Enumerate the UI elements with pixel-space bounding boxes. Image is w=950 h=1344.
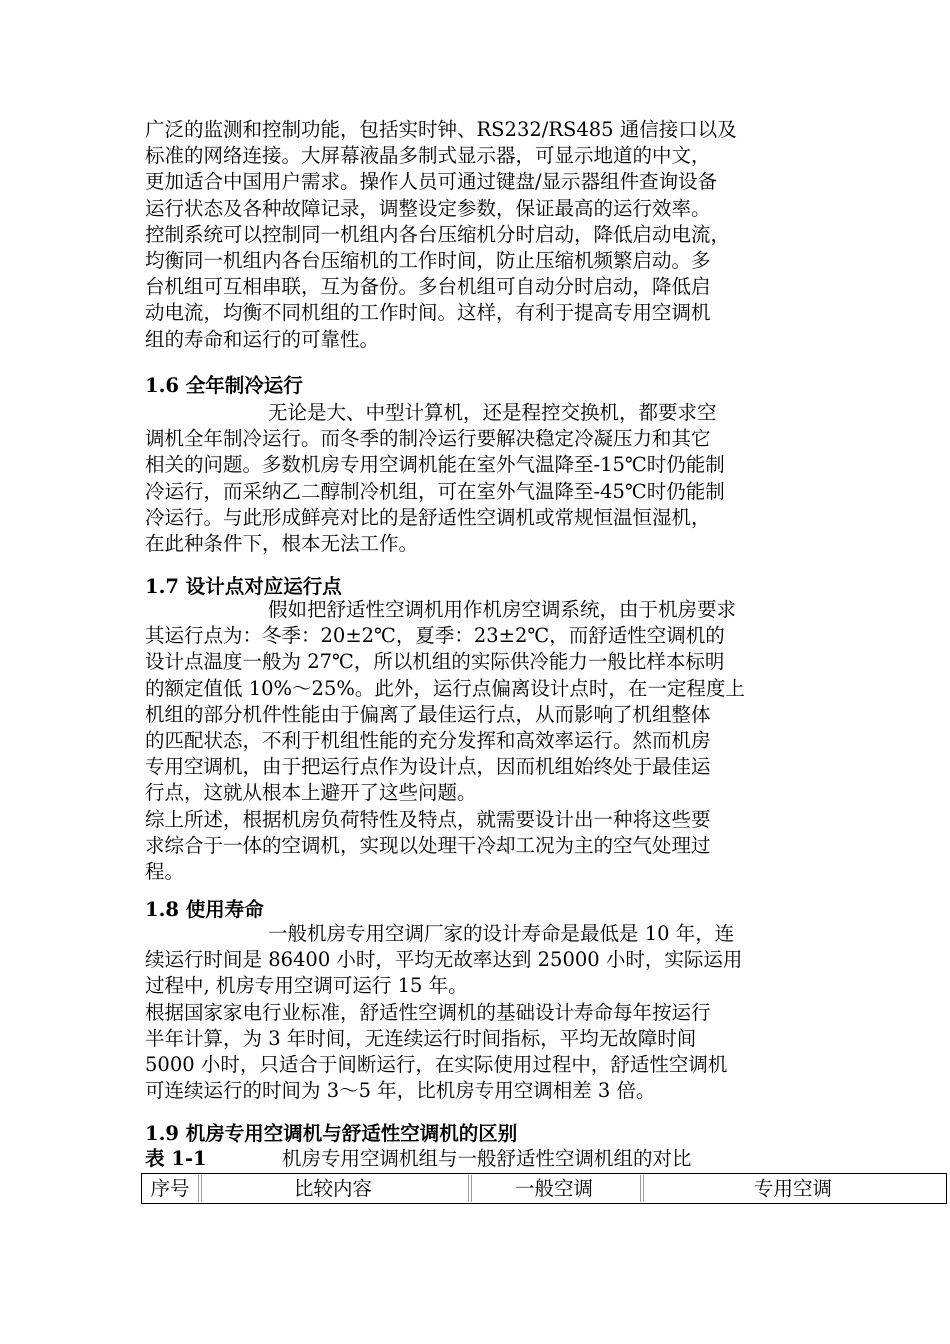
table-title: 机房专用空调机组与一般舒适性空调机组的对比	[282, 1147, 692, 1170]
text-line: 综上所述，根据机房负荷特性及特点，就需要设计出一种将这些要	[145, 807, 711, 831]
text-line: 无论是大、中型计算机，还是程控交换机，都要求空	[268, 401, 717, 424]
text-line: 运行状态及各种故障记录，调整设定参数，保证最高的运行效率。	[145, 196, 711, 220]
text-line: 半年计算，为 3 年时间，无连续运行时间指标，平均无故障时间	[145, 1026, 697, 1050]
text-line: 可连续运行的时间为 3～5 年，比机房专用空调相差 3 倍。	[145, 1079, 656, 1103]
text-line: 冷运行，而采纳乙二醇制冷机组，可在室外气温降至-45℃时仍能制	[145, 479, 725, 503]
text-line: 在此种条件下，根本无法工作。	[145, 532, 419, 556]
column-header-general-ac: 一般空调	[468, 1174, 640, 1203]
text-line: 续运行时间是 86400 小时，平均无故率达到 25000 小时，实际运用	[145, 948, 743, 972]
text-line: 标准的网络连接。大屏幕液晶多制式显示器，可显示地道的中文，	[145, 144, 711, 168]
text-line: 专用空调机，由于把运行点作为设计点，因而机组始终处于最佳运	[145, 755, 711, 779]
text-line: 台机组可互相串联，互为备份。多台机组可自动分时启动，降低启	[145, 275, 711, 299]
text-line: 动电流，均衡不同机组的工作时间。这样，有利于提高专用空调机	[145, 301, 711, 325]
intro-paragraph	[145, 117, 805, 353]
text-line: 根据国家家电行业标准，舒适性空调机的基础设计寿命每年按运行	[145, 1000, 711, 1024]
text-line: 5000 小时，只适合于间断运行，在实际使用过程中，舒适性空调机	[145, 1053, 728, 1077]
text-line: 过程中, 机房专用空调可运行 15 年。	[145, 974, 468, 998]
text-line: 其运行点为：冬季：20±2℃，夏季：23±2℃，而舒适性空调机的	[145, 624, 725, 648]
text-line: 程。	[145, 860, 185, 884]
column-header-index: 序号	[150, 1177, 190, 1200]
text-line: 调机全年制冷运行。而冬季的制冷运行要解决稳定冷凝压力和其它	[145, 427, 711, 451]
column-header-item: 比较内容	[198, 1174, 468, 1203]
table-caption	[145, 1146, 945, 1172]
text-line: 广泛的监测和控制功能，包括实时钟、RS232/RS485 通信接口以及	[145, 118, 737, 141]
section-1-9-heading: 1.9 机房专用空调机与舒适性空调机的区别	[145, 1122, 518, 1145]
text-line: 求综合于一体的空调机，实现以处理干冷却工况为主的空气处理过	[145, 833, 711, 857]
section-1-6-paragraph	[145, 400, 805, 557]
text-line: 冷运行。与此形成鲜亮对比的是舒适性空调机或常规恒温恒湿机，	[145, 505, 711, 529]
text-line: 均衡同一机组内各台压缩机的工作时间，防止压缩机频繁启动。多	[145, 249, 711, 273]
text-line: 相关的问题。多数机房专用空调机能在室外气温降至-15℃时仍能制	[145, 453, 725, 477]
text-line: 的额定值低 10%～25%。此外，运行点偏离设计点时，在一定程度上	[145, 676, 745, 700]
section-1-7-heading: 1.7 设计点对应运行点	[145, 575, 342, 598]
text-line: 更加适合中国用户需求。操作人员可通过键盘/显示器组件查询设备	[145, 170, 718, 194]
section-1-8-heading: 1.8 使用寿命	[145, 898, 264, 921]
text-line: 一般机房专用空调厂家的设计寿命是最低是 10 年，连	[268, 922, 735, 945]
column-header-dedicated-ac: 专用空调	[640, 1174, 946, 1203]
section-1-6-heading: 1.6 全年制冷运行	[145, 374, 303, 397]
section-1-7-paragraph	[145, 597, 805, 885]
text-line: 机组的部分机件性能由于偏离了最佳运行点，从而影响了机组整体	[145, 702, 711, 726]
text-line: 组的寿命和运行的可靠性。	[145, 327, 380, 351]
text-line: 设计点温度一般为 27℃，所以机组的实际供冷能力一般比样本标明	[145, 650, 725, 674]
table-label: 表 1-1	[145, 1147, 207, 1170]
text-line: 的匹配状态，不利于机组性能的充分发挥和高效率运行。然而机房	[145, 729, 711, 753]
text-line: 行点，这就从根本上避开了这些问题。	[145, 781, 477, 805]
section-1-8-paragraph	[145, 921, 805, 1104]
text-line: 控制系统可以控制同一机组内各台压缩机分时启动，降低启动电流，	[145, 222, 731, 246]
comparison-table-header	[141, 1173, 947, 1204]
text-line: 假如把舒适性空调机用作机房空调系统，由于机房要求	[268, 598, 737, 621]
